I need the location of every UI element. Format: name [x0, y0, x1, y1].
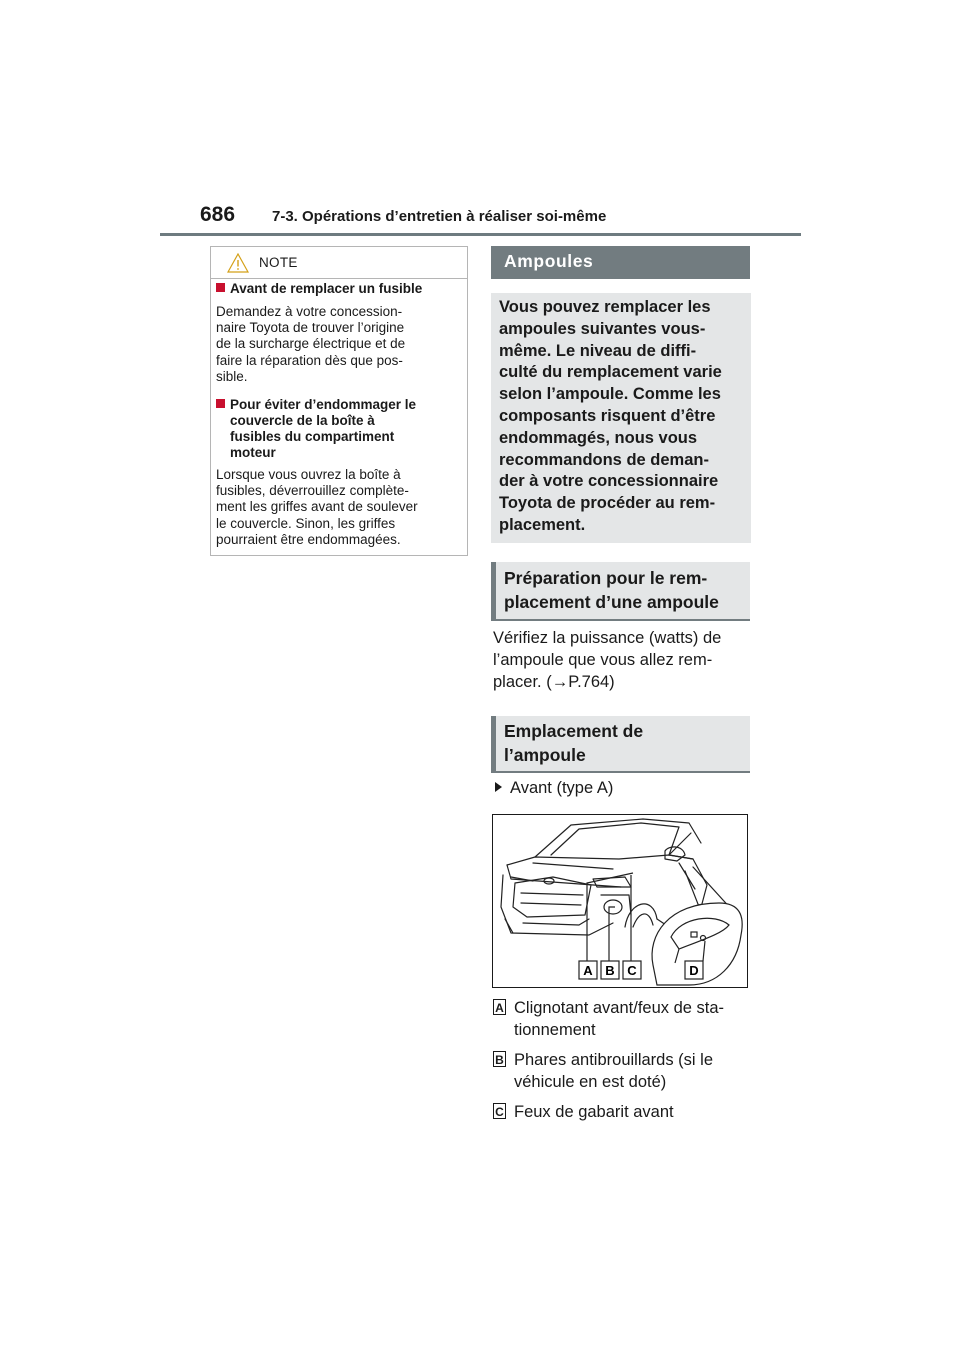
- legend-item-b: [493, 1049, 753, 1095]
- figure-callouts: [579, 961, 703, 979]
- figure-callout-c: C: [627, 963, 637, 978]
- legend-text-b: Phares antibrouillards (si le véhicule en est doté): [514, 1051, 714, 1091]
- page-number: 686: [200, 203, 236, 226]
- bullet-square-icon: [216, 399, 225, 408]
- bullet-square-icon: [216, 283, 225, 292]
- note-body-fuse: Demandez à votre concession- naire Toyota de trouver l’origine de la surcharge électrique et de faire la réparation dès que pos- sible.: [216, 304, 406, 384]
- figure-callout-a: A: [583, 963, 593, 978]
- header-rule: [160, 233, 801, 236]
- legend-text-c: Feux de gabarit avant: [514, 1103, 674, 1121]
- preparation-text: Vérifiez la puissance (watts) de l’ampoule que vous allez rem- placer. (→P.764): [493, 629, 722, 691]
- legend-badge-c: C: [493, 1103, 506, 1119]
- figure-callout-d: D: [689, 963, 699, 978]
- intro-box: [491, 293, 751, 543]
- note-label: NOTE: [259, 255, 298, 270]
- note-header: [211, 247, 467, 279]
- ampoules-heading: [491, 246, 750, 279]
- warning-triangle-icon: [227, 253, 249, 273]
- note-body-cover: Lorsque vous ouvrez la boîte à fusibles, déverrouillez complète- ment les griffes avant de soulever le couvercle. Sinon, les griffes pourraient être endommagées.: [216, 467, 418, 547]
- intro-text: Vous pouvez remplacer les ampoules suivantes vous- même. Le niveau de diffi- culté du remplacement varie selon l’ampoule. Comme les composants risquent d’être endommagés, nous vous recommandons de deman- der à votre concessionnaire Toyota de procéder au rem- placement.: [499, 298, 722, 534]
- legend-badge-a: A: [493, 999, 506, 1015]
- note-box: [210, 246, 468, 556]
- legend-badge-b: B: [493, 1051, 506, 1067]
- arrow-right-icon: [495, 782, 502, 792]
- figure-callout-b: B: [605, 963, 615, 978]
- section-title: 7-3. Opérations d’entretien à réaliser soi-même: [272, 208, 607, 225]
- location-title: Emplacement de l’ampoule: [504, 721, 644, 765]
- ampoules-title: Ampoules: [504, 251, 594, 271]
- vehicle-figure: [492, 814, 748, 988]
- note-heading-cover: Pour éviter d’endommager le couvercle de la boîte à fusibles du compartiment moteur: [216, 397, 464, 461]
- legend-text-a: Clignotant avant/feux de sta- tionnement: [514, 999, 725, 1039]
- note-heading-fuse: Avant de remplacer un fusible: [216, 281, 464, 297]
- legend-item-a: [493, 997, 753, 1043]
- vehicle-illustration: [493, 815, 747, 987]
- preparation-heading: [491, 562, 750, 621]
- preparation-title: Préparation pour le rem- placement d’une ampoule: [504, 568, 719, 612]
- legend-item-c: [493, 1101, 753, 1125]
- location-heading: [491, 716, 750, 773]
- front-type-label: Avant (type A): [495, 779, 613, 798]
